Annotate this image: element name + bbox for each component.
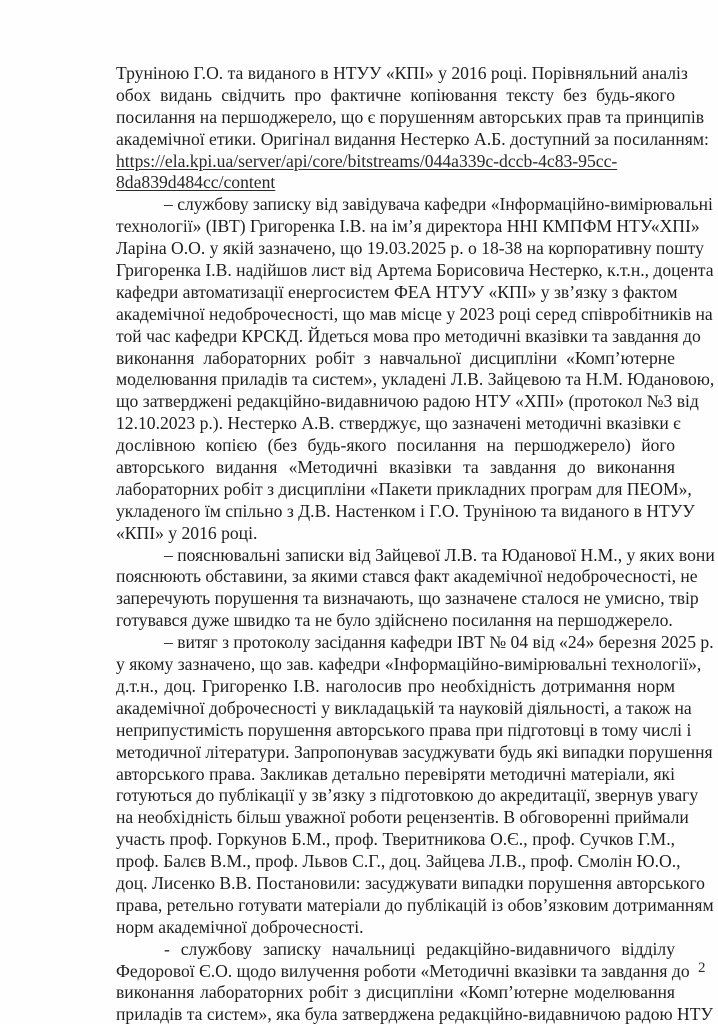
text-line: готуються до публікації у зв’язку з підготовкою до акредитації, звернув увагу — [116, 785, 699, 806]
text-line: виконання лабораторних робіт з навчальної дисципліни «Комп’ютерне — [116, 347, 675, 368]
text-line: Федорової Є.О. щодо вилучення роботи «Методичні вказівки та завдання до — [116, 960, 690, 981]
paragraph-publishing-memo — [116, 938, 713, 1026]
text-line: академічної недоброчесності, що мав місце у 2023 році серед співробітників на — [116, 303, 713, 324]
text-line: проф. Балєв В.М., проф. Львов С.Г., доц. Зайцева Л.В., проф. Смолін Ю.О., — [116, 851, 681, 872]
text-line: Ларіна О.О. у якій зазначено, що 19.03.2025 р. о 18-38 на корпоративну пошту — [116, 238, 704, 259]
text-line: дослівною копією (без будь-якого посилання на першоджерело) його — [116, 435, 675, 456]
source-link[interactable]: https://ela.kpi.ua/server/api/core/bitstreams/044a339c-dccb-4c83-95cc- — [116, 150, 618, 171]
text-line: обох видань свідчить про фактичне копіювання тексту без будь-якого — [116, 84, 675, 105]
text-line: – пояснювальні записки від Зайцевої Л.В. та Юданової Н.М., у яких вони — [164, 544, 715, 565]
text-line: кафедри автоматизації енергосистем ФЕА НТУУ «КПІ» у зв’язку з фактом — [116, 281, 678, 302]
text-line: лабораторних робіт з дисципліни «Пакети прикладних програм для ПЕОМ», — [116, 478, 692, 499]
source-link-line[interactable] — [116, 172, 675, 194]
text-line: академічної етики. Оригінал видання Нестерко А.Б. доступний за посиланням: — [116, 128, 709, 149]
text-line: Григоренка І.В. надійшов лист від Артема Борисовича Нестерко, к.т.н., доцента — [116, 260, 714, 281]
text-line: приладів та систем», яка була затверджена редакційно-видавничою радою НТУ — [116, 1004, 713, 1025]
source-link[interactable]: 8da839d484cc/content — [116, 172, 276, 193]
paragraph-continuation — [116, 63, 709, 194]
text-line: участь проф. Горкунов Б.М., проф. Тверитникова О.Є., проф. Сучков Г.М., — [116, 829, 675, 850]
text-line: у якому зазначено, що зав. кафедри «Інформаційно-вимірювальні технології», — [116, 654, 702, 675]
text-line: посилання на першоджерело, що є порушенням авторських прав та принципів — [116, 106, 705, 127]
text-line: методичної літератури. Запропонував засуджувати будь які випадки порушення — [116, 741, 713, 762]
text-line: д.т.н., доц. Григоренко І.В. наголосив про необхідність дотримання норм — [116, 675, 675, 696]
text-line: неприпустимість порушення авторського права при підготовці в тому числі і — [116, 719, 692, 740]
text-line: на необхідність більш уважної роботи рецензентів. В обговоренні приймали — [116, 807, 689, 828]
text-line: авторського права. Закликав детально перевіряти методичні матеріали, які — [116, 763, 675, 784]
text-line: академічної доброчесності у викладацькій та науковій діяльності, а також на — [116, 697, 692, 718]
text-line: - службову записку начальниці редакційно-видавничого відділу — [164, 938, 675, 959]
paragraph-explanatory-notes — [116, 544, 715, 633]
text-line: авторського видання «Методичні вказівки та завдання до виконання — [116, 457, 675, 478]
text-line: готувався дуже швидко та не було здійснено посилання на першоджерело. — [116, 610, 673, 631]
text-line: укладеного їм спільно з Д.В. Настенком і Г.О. Труніною та виданого в НТУУ — [116, 500, 695, 521]
text-line: – службову записку від завідувача кафедри «Інформаційно-вимірювальні — [164, 194, 713, 215]
text-line: пояснюють обставини, за якими стався факт академічної недоброчесності, не — [116, 566, 698, 587]
text-line: права, ретельно готувати матеріали до публікацій із обов’язковим дотриманням — [116, 894, 714, 915]
text-line: заперечують порушення та визначають, що зазначене сталося не умисно, твір — [116, 588, 699, 609]
text-line: Труніною Г.О. та виданого в НТУУ «КПІ» у 2016 році. Порівняльний аналіз — [116, 63, 688, 83]
source-link-line[interactable] — [116, 151, 675, 173]
text-line: – витяг з протоколу засідання кафедри ІВТ № 04 від «24» березня 2025 р. — [164, 632, 714, 653]
text-line: моделювання приладів та систем», укладені Л.В. Зайцевою та Н.М. Юдановою, — [116, 369, 715, 390]
text-line: технології» (ІВТ) Григоренка І.В. на ім’я директора ННІ КМПФМ НТУ«ХПІ» — [116, 216, 700, 237]
paragraph-memo-head-of-department — [116, 194, 715, 544]
text-line: виконання лабораторних робіт з дисципліни «Комп’ютерне моделювання — [116, 982, 675, 1003]
text-line: «КПІ» у 2016 році. — [116, 522, 258, 543]
text-line: той час кафедри КРСКД. Йдеться мова про методичні вказівки та завдання до — [116, 325, 701, 346]
text-line: що затверджені редакційно-видавничою радою НТУ «ХПІ» (протокол №3 від — [116, 391, 699, 412]
text-line: доц. Лисенко В.В. Постановили: засуджувати випадки порушення авторського — [116, 872, 705, 893]
document-body — [116, 63, 715, 1026]
page-number: 2 — [698, 960, 706, 976]
text-line: 12.10.2023 р.). Нестерко А.В. стверджує, що зазначені методичні вказівки є — [116, 413, 681, 434]
text-line: норм академічної доброчесності. — [116, 916, 364, 937]
paragraph-meeting-protocol-extract — [116, 632, 714, 938]
